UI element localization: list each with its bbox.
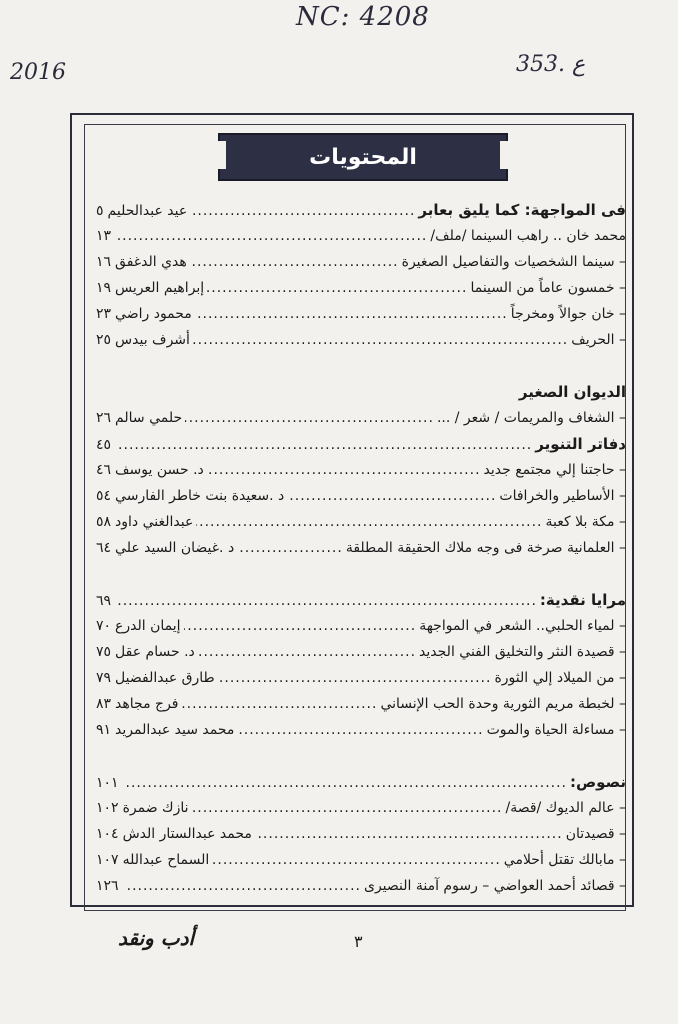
entry-author: د. حسام عقل <box>115 644 195 660</box>
toc-entry <box>96 327 626 353</box>
entry-page: ٥ <box>96 203 104 219</box>
magazine-logo: أدب ونقد <box>118 926 195 950</box>
entry-page: ١٣ <box>96 228 112 244</box>
dot-leader <box>237 717 483 743</box>
dot-leader <box>126 873 361 899</box>
entry-author: د. حسن يوسف <box>115 462 204 478</box>
dot-leader <box>196 509 542 535</box>
section-gap <box>96 353 626 379</box>
entry-title: – قصائد أحمد العواضي – رسوم آمنة النصيرى <box>363 878 626 894</box>
toc-entry <box>96 613 626 639</box>
entry-author: نازك ضمرة <box>122 800 189 816</box>
toc-entry <box>96 405 626 431</box>
handwritten-year: 2016 <box>10 60 66 85</box>
entry-title: – لمياء الحلبي.. الشعر في المواجهة <box>419 618 626 634</box>
entry-page: ٦٩ <box>96 593 112 609</box>
toc-entry <box>96 821 626 847</box>
entry-title: محمد خان .. راهب السينما /ملف/ <box>430 228 626 244</box>
section-heading: الديوان الصغير <box>518 383 626 401</box>
dot-leader <box>218 665 492 691</box>
page-number: ٣ <box>354 932 363 951</box>
dot-leader <box>287 483 496 509</box>
toc-entry <box>96 275 626 301</box>
entry-page: ١٠١ <box>96 775 119 791</box>
dot-leader <box>193 327 568 353</box>
contents-banner <box>218 133 508 181</box>
entry-title: – خان جوالاً ومخرجاً <box>510 306 626 322</box>
entry-page: ١٢٦ <box>96 878 119 894</box>
table-of-contents <box>96 197 626 899</box>
toc-entry <box>96 223 626 249</box>
entry-author: عبدالغني داود <box>115 514 194 530</box>
toc-entry <box>96 639 626 665</box>
entry-page: ٤٥ <box>96 437 112 453</box>
dot-leader <box>255 821 563 847</box>
entry-title: – لخبطة مريم الثورية وحدة الحب الإنساني <box>380 696 626 712</box>
toc-entry <box>96 691 626 717</box>
toc-entry <box>96 665 626 691</box>
entry-page: ٢٣ <box>96 306 112 322</box>
entry-page: ٨٣ <box>96 696 112 712</box>
dot-leader <box>118 223 427 249</box>
entry-title: دفاتر التنوير <box>535 435 626 453</box>
entry-page: ١٠٧ <box>96 852 119 868</box>
toc-entry <box>96 249 626 275</box>
entry-title: – عالم الديوك /قصة/ <box>505 800 626 816</box>
handwritten-classification: 353. ع <box>516 52 586 77</box>
dot-leader <box>207 275 467 301</box>
entry-author: حلمي سالم <box>115 410 183 426</box>
toc-entry <box>96 457 626 483</box>
entry-title: – خمسون عاماً من السينما <box>470 280 626 296</box>
toc-entry <box>96 509 626 535</box>
entry-page: ٢٦ <box>96 410 112 426</box>
entry-author: طارق عبدالفضيل <box>115 670 215 686</box>
entry-title: نصوص: <box>570 773 626 791</box>
dot-leader <box>192 795 503 821</box>
toc-entry <box>96 301 626 327</box>
entry-title: – مكة بلا كعبة <box>545 514 626 530</box>
dot-leader <box>207 457 481 483</box>
entry-page: ١٠٢ <box>96 800 119 816</box>
entry-title: – قصيدتان <box>565 826 626 842</box>
toc-entry <box>96 431 626 457</box>
entry-page: ٧٩ <box>96 670 112 686</box>
toc-entry <box>96 873 626 899</box>
entry-page: ٢٥ <box>96 332 112 348</box>
section-gap <box>96 743 626 769</box>
dot-leader <box>237 535 343 561</box>
dot-leader <box>195 301 508 327</box>
entry-page: ١٦ <box>96 254 112 270</box>
toc-entry <box>96 535 626 561</box>
entry-page: ٥٨ <box>96 514 112 530</box>
entry-title: – الحريف <box>571 332 626 348</box>
entry-author: السماح عبدالله <box>122 852 210 868</box>
entry-author: محمود راضي <box>115 306 192 322</box>
entry-title: مرايا نقدية: <box>539 591 626 609</box>
entry-author: إيمان الدرع <box>115 618 181 634</box>
entry-page: ٧٥ <box>96 644 112 660</box>
entry-title: – مساءلة الحياة والموت <box>486 722 626 738</box>
entry-author: إبراهيم العريس <box>115 280 205 296</box>
entry-author: عيد عبدالحليم <box>107 203 188 219</box>
entry-author: د .غيضان السيد علي <box>115 540 235 556</box>
entry-page: ١٠٤ <box>96 826 119 842</box>
entry-title: – سينما الشخصيات والتفاصيل الصغيرة <box>401 254 626 270</box>
entry-title: – العلمانية صرخة فى وجه ملاك الحقيقة المطلقة <box>345 540 626 556</box>
entry-page: ٦٤ <box>96 540 112 556</box>
entry-author: أشرف بيدس <box>115 332 190 348</box>
dot-leader <box>118 588 537 614</box>
entry-title: فى المواجهة: كما يليق بعابر <box>418 201 626 219</box>
entry-title: – قصيدة النثر والتخليق الفني الجديد <box>419 644 626 660</box>
dot-leader <box>190 198 415 224</box>
dot-leader <box>126 770 567 796</box>
entry-title: – الأساطير والخرافات <box>499 488 626 504</box>
entry-page: ٩١ <box>96 722 112 738</box>
dot-leader <box>184 613 417 639</box>
entry-title: – حاجتنا إلي مجتمع جديد <box>483 462 626 478</box>
handwritten-call-number: NC: 4208 <box>296 2 430 32</box>
entry-page: ٥٤ <box>96 488 112 504</box>
entry-title: – مابالك تقتل أحلامي <box>503 852 626 868</box>
toc-entry <box>96 795 626 821</box>
entry-page: ٧٠ <box>96 618 112 634</box>
dot-leader <box>181 691 377 717</box>
dot-leader <box>118 432 532 458</box>
banner-title: المحتويات <box>309 144 417 170</box>
section-gap <box>96 561 626 587</box>
toc-entry <box>96 847 626 873</box>
entry-author: فرج مجاهد <box>115 696 179 712</box>
entry-author: هدي الدغفق <box>115 254 187 270</box>
toc-entry <box>96 769 626 795</box>
entry-author: د .سعيدة بنت خاطر الفارسي <box>115 488 285 504</box>
toc-entry <box>96 483 626 509</box>
dot-leader <box>190 249 399 275</box>
entry-title: – الشغاف والمريمات / شعر / ... <box>436 410 626 426</box>
toc-entry <box>96 197 626 223</box>
entry-page: ١٩ <box>96 280 112 296</box>
dot-leader <box>198 639 416 665</box>
toc-entry <box>96 717 626 743</box>
dot-leader <box>185 405 434 431</box>
entry-author: محمد سيد عبدالمريد <box>115 722 235 738</box>
entry-page: ٤٦ <box>96 462 112 478</box>
dot-leader <box>212 847 501 873</box>
entry-author: محمد عبدالستار الدش <box>122 826 252 842</box>
entry-title: – من الميلاد إلي الثورة <box>494 670 626 686</box>
toc-entry <box>96 587 626 613</box>
